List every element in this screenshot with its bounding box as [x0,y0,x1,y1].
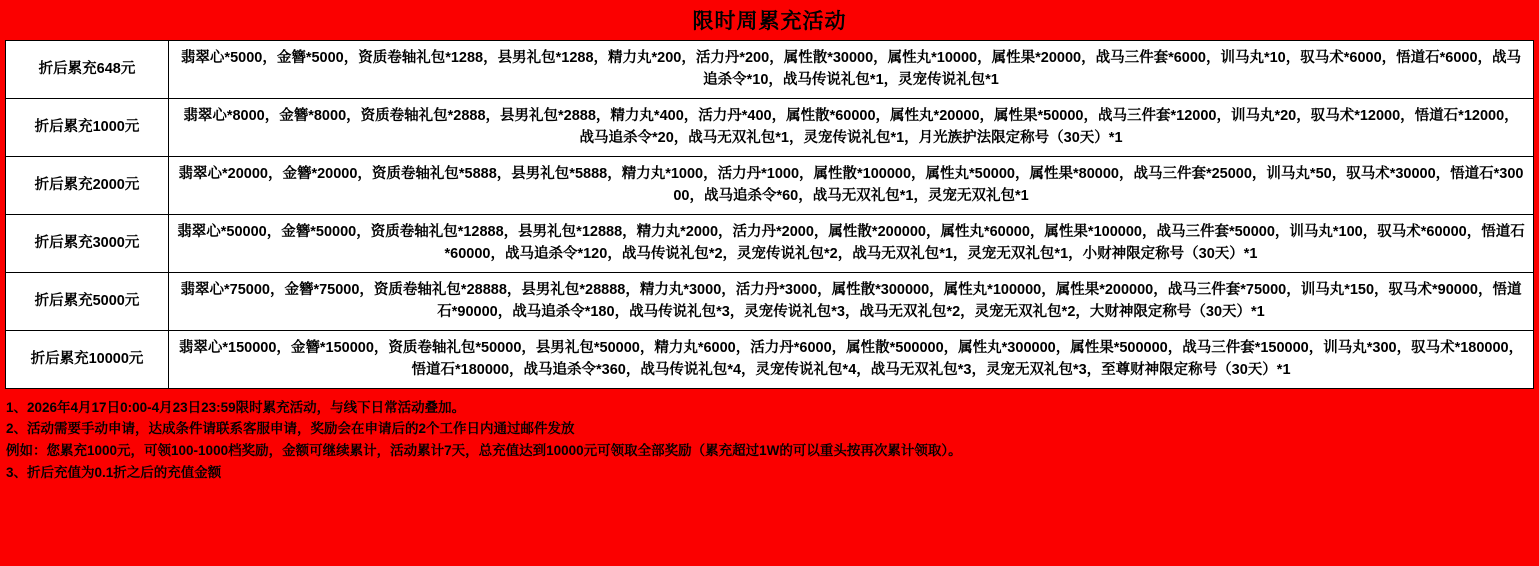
reward-list: 翡翠心*20000，金簪*20000，资质卷轴礼包*5888，县男礼包*5888，精力丸*1000，活力丹*1000，属性散*100000，属性丸*50000，属性果*80000，战马三件套*25000，训马丸*50，驭马术*30000，悟道石*30000，战马追杀令*60，战马无双礼包*1，灵宠无双礼包*1 [169,156,1534,214]
tier-label: 折后累充10000元 [6,330,169,388]
table-row [6,98,1534,156]
note-line: 2、活动需要手动申请，达成条件请联系客服申请，奖励会在申请后的2个工作日内通过邮件发放 [6,421,575,437]
table-row [6,156,1534,214]
tier-label: 折后累充648元 [6,41,169,99]
tier-label: 折后累充1000元 [6,98,169,156]
reward-list: 翡翠心*50000，金簪*50000，资质卷轴礼包*12888，县男礼包*12888，精力丸*2000，活力丹*2000，属性散*200000，属性丸*60000，属性果*100000，战马三件套*50000，训马丸*100，驭马术*60000，悟道石*60000，战马追杀令*120，战马传说礼包*2，灵宠传说礼包*2，战马无双礼包*1，灵宠无双礼包*1，小财神限定称号（30天）*1 [169,214,1534,272]
reward-list: 翡翠心*5000，金簪*5000，资质卷轴礼包*1288，县男礼包*1288，精力丸*200，活力丹*200，属性散*30000，属性丸*10000，属性果*20000，战马三件套*6000，训马丸*10，驭马术*6000，悟道石*6000，战马追杀令*10，战马传说礼包*1，灵宠传说礼包*1 [169,41,1534,99]
reward-list: 翡翠心*150000，金簪*150000，资质卷轴礼包*50000，县男礼包*50000，精力丸*6000，活力丹*6000，属性散*500000，属性丸*300000，属性果*500000，战马三件套*150000，训马丸*300，驭马术*180000，悟道石*180000，战马追杀令*360，战马传说礼包*4，灵宠传说礼包*4，战马无双礼包*3，灵宠无双礼包*3，至尊财神限定称号（30天）*1 [169,330,1534,388]
tier-label: 折后累充5000元 [6,272,169,330]
note-line: 例如：您累充1000元，可领100-1000档奖励，金额可继续累计，活动累计7天，总充值达到10000元可领取全部奖励（累充超过1W的可以重头按再次累计领取）。 [6,443,962,459]
notes-section [0,389,1539,484]
table-row [6,330,1534,388]
reward-table [5,40,1534,389]
reward-list: 翡翠心*8000，金簪*8000，资质卷轴礼包*2888，县男礼包*2888，精力丸*400，活力丹*400，属性散*60000，属性丸*20000，属性果*50000，战马三件套*12000，训马丸*20，驭马术*12000，悟道石*12000，战马追杀令*20，战马无双礼包*1，灵宠传说礼包*1，月光族护法限定称号（30天）*1 [169,98,1534,156]
reward-list: 翡翠心*75000，金簪*75000，资质卷轴礼包*28888，县男礼包*28888，精力丸*3000，活力丹*3000，属性散*300000，属性丸*100000，属性果*200000，战马三件套*75000，训马丸*150，驭马术*90000，悟道石*90000，战马追杀令*180，战马传说礼包*3，灵宠传说礼包*3，战马无双礼包*2，灵宠无双礼包*2，大财神限定称号（30天）*1 [169,272,1534,330]
table-row [6,41,1534,99]
tier-label: 折后累充2000元 [6,156,169,214]
table-row [6,272,1534,330]
table-row [6,214,1534,272]
note-line: 3、折后充值为0.1折之后的充值金额 [6,465,222,481]
page-title: 限时周累充活动 [692,10,847,33]
reward-table-body [6,41,1534,389]
note-line: 1、2026年4月17日0:00-4月23日23:59限时累充活动，与线下日常活动叠加。 [6,399,466,415]
tier-label: 折后累充3000元 [6,214,169,272]
page-title-bar [0,0,1539,40]
